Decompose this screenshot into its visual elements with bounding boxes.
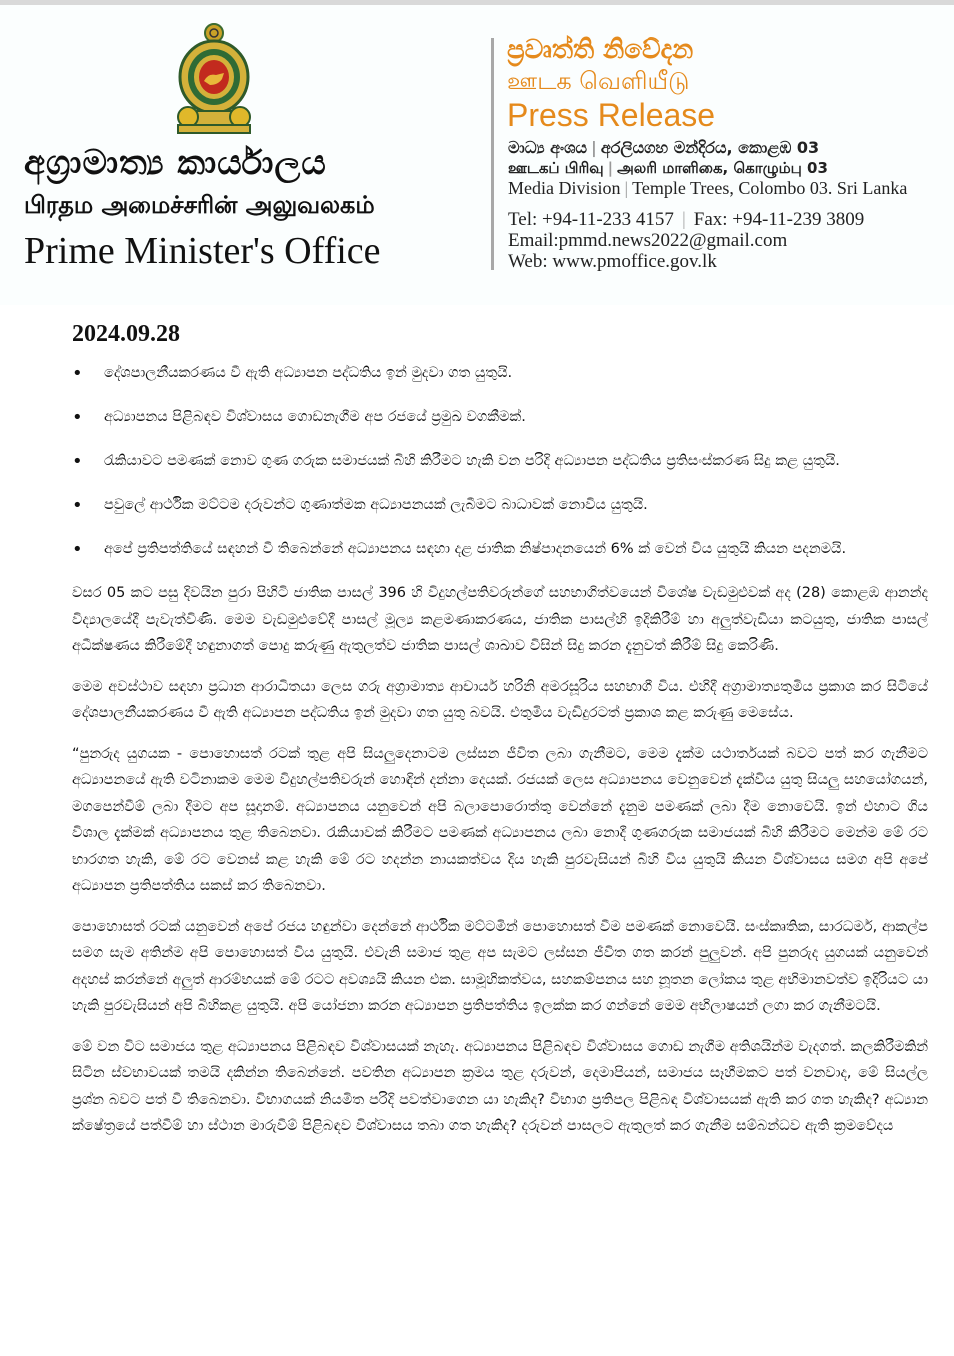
telephone: Tel: +94-11-233 4157 bbox=[508, 209, 674, 230]
key-points-list bbox=[72, 360, 928, 563]
separator: | bbox=[607, 159, 614, 177]
separator: | bbox=[681, 209, 686, 230]
national-emblem-icon bbox=[172, 21, 256, 139]
address-tamil bbox=[508, 159, 828, 179]
body-paragraph: මෙම අවස්ථාව සඳහා ප්‍රධාන ආරාධිතයා ලෙස ගරු අග්‍රාමාත්‍ය ආචාර්ය හරිනි අමරසූරිය සහභාගී විය. එහිදී අග්‍රාමාත්‍යතුමිය ප්‍රකාශ කර සිටියේ දේශපාලනීයකරණය වී ඇති අධ්‍යාපන පද්ධතිය ඉන් මුදවා ගත යුතු බවයි. එතුමිය වැඩිදුරටත් ප්‍රකාශ කළ කරුණු මෙසේය. bbox=[72, 678, 928, 721]
body-paragraph: පොහොසත් රටක් යනුවෙන් අපේ රජය හඳුන්වා දෙන්නේ ආර්ථික මට්ටමින් පොහොසත් වීම පමණක් නොවෙයි. සංස්කෘතික, සාරධර්ම, ආකල්ප සමග සැම අතින්ම අපි පොහොසත් විය යුතුයි. එවැනි සමාජ තුළ අප සැමට ලස්සන ජීවිත ගත කරන් පුලුවන්. අපි පුනරුද යුගයක් යනුවෙන් අදහස් කරන්නේ අලුත් ආරම්භයක් මේ රටට අවශ්‍යයි කියන එක. සාමූහිකත්වය, සහකම්පනය සහ නූතන ලෝකය තුළ අභිමානවත්ව ඉදිරියට යා හැකි පුරවැසියන් අපි බිහිකළ යුතුයි. අපි යෝජනා කරන අධ්‍යාපන ප්‍රතිපත්තිය ඉලක්ක කර ගන්නේ මෙම අභිලාෂයන් ලගා කර ගැනීමටයි. bbox=[72, 918, 928, 1014]
key-point: • අධ්‍යාපනය පිළිබඳව විශ්වාසය ගොඩනැගීම අප රජයේ ප්‍රමුඛ වගකීමක්. bbox=[72, 404, 928, 431]
address-ta-left: ஊடகப் பிரிவு bbox=[508, 159, 604, 177]
quote-paragraph: “පුනරුද යුගයක - පොහොසත් රටක් තුළ අපි සියලුදෙනාටම ලස්සන ජීවිත ලබා ගැනීමට, මෙම දැක්ම යථාර්තයක් බවට පත් කර ගැනීමට අධ්‍යාපනයේ ඇති වටිනාකම මෙම විදුහල්පතිවරුන් හොඳින් දන්නා දෙයක්. රජයක් ලෙස අධ්‍යාපනය වෙනුවෙන් දැක්විය යුතු සියලු සහයෝගයන්, මගපෙන්වීම් ලබා දීමට අප සූදානම්. අධ්‍යාපනය යනුවෙන් අපි බලාපොරොත්තු වෙන්නේ දැනුම පමණක් ලබා දීම නොවෙයි. ඉන් එහාට ගිය විශාල දැක්මක් අධ්‍යාපනය තුළ තිබෙනවා. රැකියාවක් කිරීමට පමණක් අධ්‍යාපනය ලබා නොදී ගුණගරුක සමාජයක් බිහි කිරීමට මෙන්ම මේ රට භාරගත හැකි, මේ රට වෙනස් කළ හැකි මේ රට හදන්න නායකත්වය දිය හැකි පුරවැසියන් බිහි විය යුතුයි කියන විශ්වාසය සමග අපි අපේ අධ්‍යාපන ප්‍රතිපත්තිය සකස් කර තිබෙනවා. bbox=[72, 745, 928, 894]
phone-fax-line bbox=[508, 209, 864, 231]
address-sinhala bbox=[508, 138, 819, 158]
separator: | bbox=[591, 138, 597, 157]
press-release-english: Press Release bbox=[507, 97, 716, 133]
letterhead bbox=[0, 5, 954, 305]
org-name-tamil: பிரதம அமைச்சரின் அலுவலகம் bbox=[24, 191, 375, 219]
address-en-left: Media Division bbox=[508, 178, 621, 198]
address-english bbox=[508, 178, 907, 199]
website: Web: www.pmoffice.gov.lk bbox=[508, 251, 717, 272]
press-release-tamil: ஊடக வெளியீடு bbox=[507, 67, 690, 95]
letterhead-divider bbox=[491, 38, 494, 270]
body-paragraph: මේ වන විට සමාජය තුළ අධ්‍යාපනය පිළිබඳව විශ්වාසයක් නැහැ. අධ්‍යාපනය පිළිබඳව විශ්වාසය ගොඩ නැගීම අතිශයින්ම වැදගත්. කලකිරීමකින් සිටින ස්වභාවයක් තමයි දකින්න තිබෙන්නේ. පවතින අධ්‍යාපන ක්‍රමය තුළ දරුවන්, දෙමාපියන්, සමාජය සෑහීමකට පත් වනවාද, මේ සියල්ල ප්‍රශ්න බවට පත් වී තිබෙනවා. විභාගයක් නියමිත පරිදි පවත්වාගෙන යා හැකිද? විභාග ප්‍රතිපල පිළිබඳ විශ්වාසයක් ඇති කර ගත හැකිද? අධ්‍යාන ක්ෂේත්‍රයේ පත්වීම් හා ස්ථාන මාරුවීම් පිළිබඳව විශ්වාසය තබා ගත හැකිද? දරුවන් පාසලට ඇතුලත් කර ගැනීම සම්බන්ධව ඇති ක්‍රමවේදය bbox=[72, 1038, 928, 1134]
org-name-english: Prime Minister's Office bbox=[24, 230, 381, 272]
body-paragraph: වසර 05 කට පසු දිවයින පුරා පිහිටි ජාතික පාසල් 396 හි විදුහල්පතිවරුන්ගේ සහභාගිත්වයෙන් විශේෂ වැඩමුළුවක් අද (28) කොළඹ ආනන්ද විද්‍යාලයේදී පැවැත්විණි. මෙම වැඩමුළුවේදී පාසල් මූල්‍ය කළමණාකරණය, ජාතික පාසල්හි ඉදිකිරීම් හා අලුත්වැඩියා කටයුතු, ජාතික පාසල් අධීක්ෂණය කිරීමේදී හඳුනාගත් පොදු කරුණු ඇතුලත්ව ජාතික පාසල් ශාඛාව විසින් සිදු කරන දැනුවත් කිරීම් සිදු කෙරිණි. bbox=[72, 585, 928, 654]
release-date: 2024.09.28 bbox=[72, 321, 180, 347]
address-si-right: අරලියගහ මන්දිරය, කොළඹ 03 bbox=[600, 138, 820, 157]
key-point: • රැකියාවට පමණක් නොව ගුණ ගරුක සමාජයක් බිහි කිරීමට හැකි වන පරිදි අධ්‍යාපන පද්ධතිය ප්‍රතිසංස්කරණ සිදු කළ යුතුයි. bbox=[72, 448, 928, 475]
address-en-right: Temple Trees, Colombo 03. Sri Lanka bbox=[632, 178, 908, 198]
press-release-sinhala: ප්‍රවෘත්ති නිවේදන bbox=[507, 35, 694, 65]
key-point: • අපේ ප්‍රතිපත්තියේ සඳහන් වී තිබෙන්නේ අධ්‍යාපනය සඳහා දළ ජාතික නිෂ්පාදනයෙන් 6% ක් වෙන් විය යුතුයි කියන පදනමයි. bbox=[72, 536, 928, 563]
org-name-sinhala: අග්‍රාමාත්‍ය කාර්යාලය bbox=[24, 143, 327, 183]
email: Email:pmmd.news2022@gmail.com bbox=[508, 230, 788, 251]
key-point: • දේශපාලනීයකරණය වී ඇති අධ්‍යාපන පද්ධතිය ඉන් මුදවා ගත යුතුයි. bbox=[72, 360, 928, 387]
key-point: • පවුලේ ආර්ථික මට්ටම දරුවන්ට ගුණාත්මක අධ්‍යාපනයක් ලැබීමට බාධාවක් නොවිය යුතුයි. bbox=[72, 492, 928, 519]
address-si-left: මාධ්‍ය අංශය bbox=[508, 138, 588, 157]
fax: Fax: +94-11-239 3809 bbox=[693, 209, 865, 230]
press-release-body bbox=[72, 312, 928, 1154]
address-ta-right: அலரி மாளிகை, கொழும்பு 03 bbox=[617, 159, 828, 177]
separator: | bbox=[624, 178, 629, 198]
